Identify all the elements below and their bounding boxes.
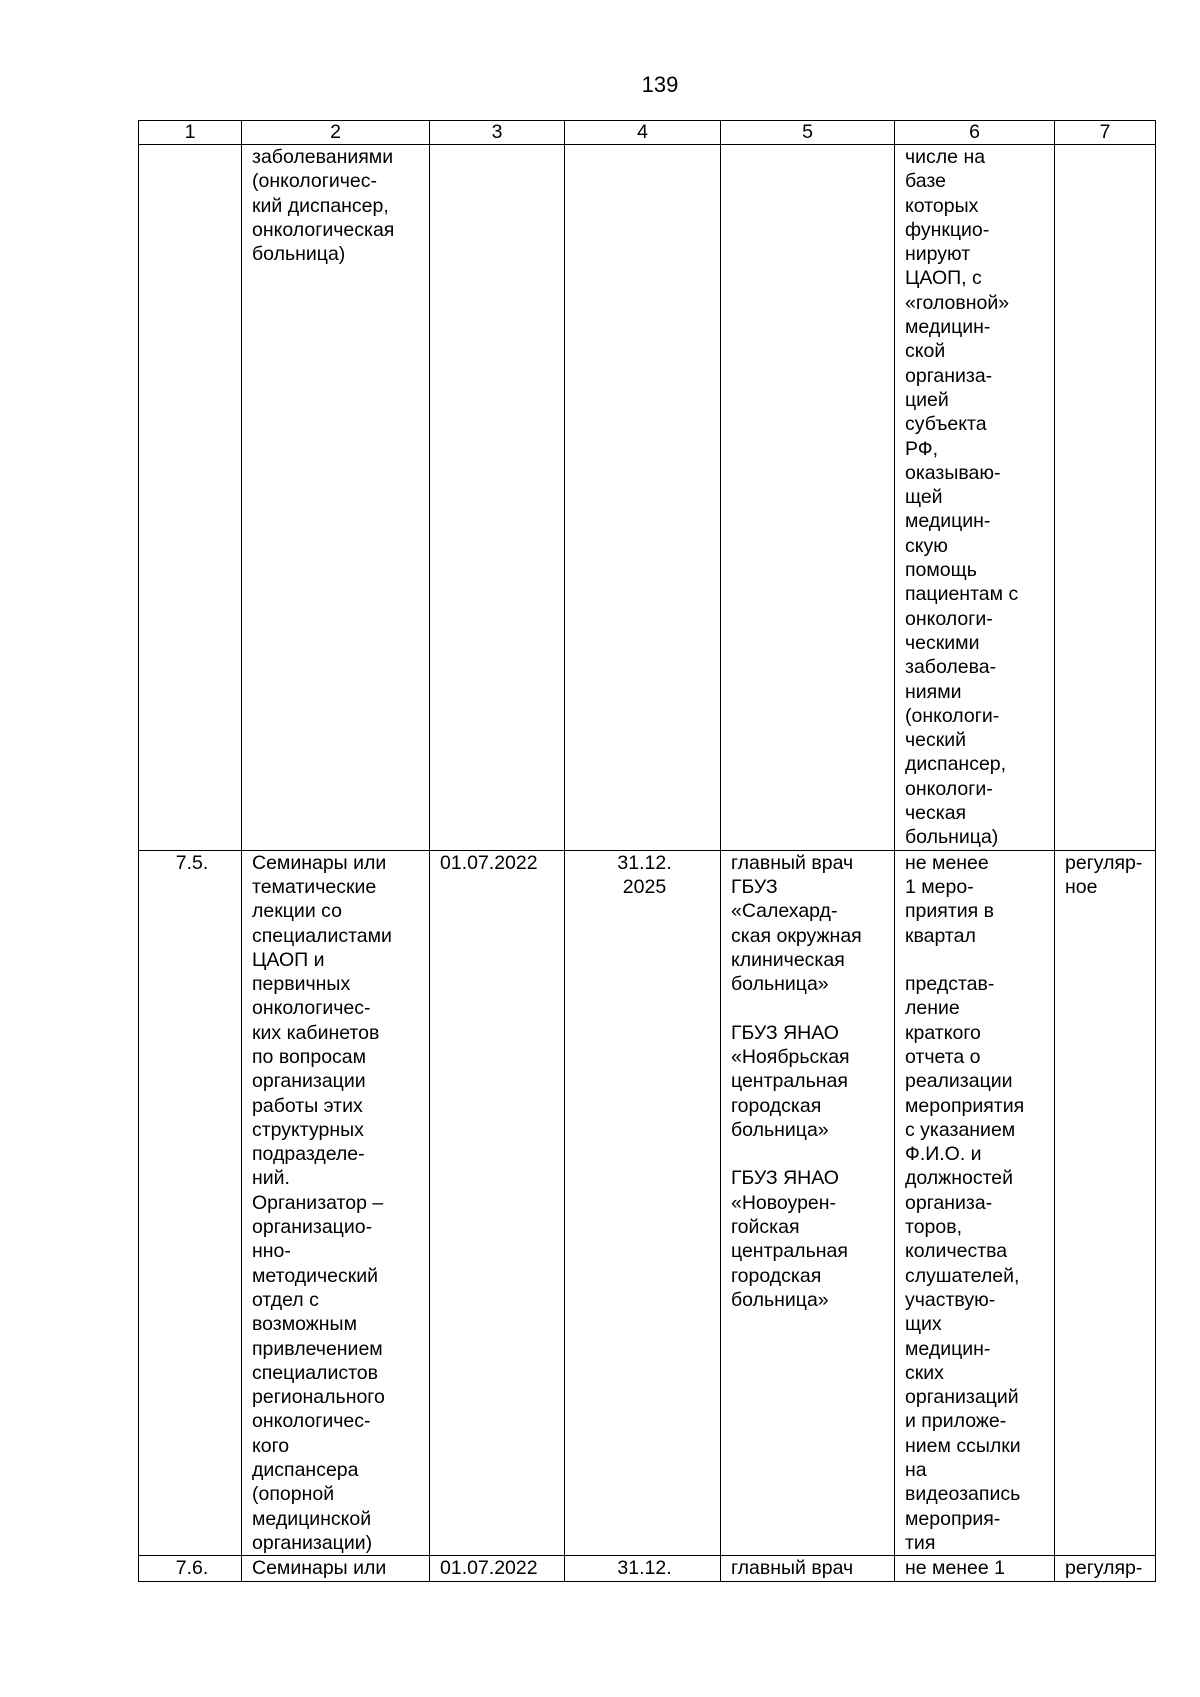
cell-result xyxy=(895,850,1055,1556)
cell-line: больница» xyxy=(731,1118,829,1141)
cell-line: медицин- xyxy=(905,510,991,533)
table-header-row xyxy=(139,121,1156,145)
header-cell: 3 xyxy=(430,121,565,145)
cell-line: организаций xyxy=(905,1386,1019,1409)
cell-line: функцио- xyxy=(905,218,990,241)
cell-line: первичных xyxy=(252,973,351,996)
cell-line: медицин- xyxy=(905,316,991,339)
cell-line: ЦАОП и xyxy=(252,948,325,971)
cell-line: щей xyxy=(905,486,943,509)
header-cell: 4 xyxy=(565,121,721,145)
cell-line: диспансера xyxy=(252,1459,359,1482)
cell-line: 1 меро- xyxy=(905,875,974,898)
header-cell: 1 xyxy=(139,121,242,145)
header-cell: 7 xyxy=(1055,121,1156,145)
cell-number: 7.6. xyxy=(139,1556,242,1581)
cell-line: возможным xyxy=(252,1313,357,1336)
cell-line: представ- xyxy=(905,973,995,996)
table-row-7-5 xyxy=(139,850,1156,1556)
cell-line: ческая xyxy=(905,802,967,825)
cell-line: специалистами xyxy=(252,924,392,947)
cell-line: нием ссылки xyxy=(905,1434,1021,1457)
cell-line: онкологичес- xyxy=(252,1410,371,1433)
cell-line: ГБУЗ ЯНАО xyxy=(731,1167,839,1190)
cell-line: 31.12. xyxy=(617,851,672,874)
cell-line: должностей xyxy=(905,1167,1014,1190)
cell-line: медицин- xyxy=(905,1337,991,1360)
cell-line: «Новоурен- xyxy=(731,1191,837,1214)
cell-line: отчета о xyxy=(905,1045,981,1068)
cell-activity xyxy=(242,145,430,851)
cell-line: ГБУЗ ЯНАО xyxy=(731,1021,839,1044)
cell-line: заболеваниями xyxy=(252,146,394,168)
cell-line: кий диспансер, xyxy=(252,194,389,217)
cell-line: 31.12. xyxy=(617,1557,672,1580)
cell-result xyxy=(895,1556,1055,1581)
cell-line: базе xyxy=(905,170,946,193)
cell-line: организации) xyxy=(252,1531,373,1554)
cell-line: главный врач xyxy=(731,1557,854,1580)
cell-line: «Ноябрьская xyxy=(731,1045,850,1068)
cell-line: онкологи- xyxy=(905,777,993,800)
cell-line: больница) xyxy=(905,826,999,849)
cell-line: подразделе- xyxy=(252,1143,365,1166)
cell-line: Организатор – xyxy=(252,1191,384,1214)
cell-line: центральная xyxy=(731,1240,848,1263)
cell-responsible xyxy=(721,850,895,1556)
cell-line: Ф.И.О. и xyxy=(905,1143,982,1166)
cell-frequency xyxy=(1055,1556,1156,1581)
cell-line: скую xyxy=(905,534,948,557)
cell-line: кого xyxy=(252,1434,290,1457)
cell-line: нируют xyxy=(905,243,971,266)
cell-line: не менее 1 xyxy=(905,1557,1006,1580)
cell-line: ГБУЗ xyxy=(731,875,778,898)
cell-line: ских xyxy=(905,1361,944,1384)
cell-line: центральная xyxy=(731,1070,848,1093)
cell-line: «Салехард- xyxy=(731,900,838,923)
cell-line: ская окружная xyxy=(731,924,862,947)
header-cell: 2 xyxy=(242,121,430,145)
cell-responsible xyxy=(721,145,895,851)
cell-line: на xyxy=(905,1459,927,1482)
cell-line: городская xyxy=(731,1264,822,1287)
cell-line: (онкологи- xyxy=(905,704,1000,727)
cell-frequency xyxy=(1055,145,1156,851)
cell-frequency xyxy=(1055,850,1156,1556)
cell-line: больница) xyxy=(252,243,346,266)
cell-line: онкологи- xyxy=(905,607,993,630)
cell-line: реализации xyxy=(905,1070,1013,1093)
cell-line: помощь xyxy=(905,559,977,582)
cell-line: ких кабинетов xyxy=(252,1021,380,1044)
cell-line: лекции со xyxy=(252,900,342,923)
cell-line: цией xyxy=(905,388,949,411)
cell-line: ческими xyxy=(905,631,980,654)
table-row-continuation xyxy=(139,145,1156,851)
cell-start-date: 01.07.2022 xyxy=(430,850,565,1556)
cell-line: онкологичес- xyxy=(252,997,371,1020)
cell-line: структурных xyxy=(252,1118,364,1141)
cell-line: клиническая xyxy=(731,948,845,971)
cell-line: регуляр- xyxy=(1065,851,1143,874)
cell-line: ление xyxy=(905,997,960,1020)
cell-line: больница» xyxy=(731,1288,829,1311)
cell-line: 2025 xyxy=(622,875,667,898)
cell-line: и приложе- xyxy=(905,1410,1007,1433)
header-cell: 6 xyxy=(895,121,1055,145)
cell-line: ческий xyxy=(905,729,967,752)
cell-line: (онкологичес- xyxy=(252,170,377,193)
cell-end-date xyxy=(565,850,721,1556)
cell-activity xyxy=(242,850,430,1556)
cell-line: которых xyxy=(905,194,979,217)
cell-line: организа- xyxy=(905,1191,993,1214)
cell-line: «головной» xyxy=(905,291,1010,314)
cell-line: приятия в xyxy=(905,900,995,923)
cell-line: видеозапись xyxy=(905,1483,1021,1506)
cell-line: количества xyxy=(905,1240,1008,1263)
cell-start-date: 01.07.2022 xyxy=(430,1556,565,1581)
cell-result xyxy=(895,145,1055,851)
cell-line: щих xyxy=(905,1313,942,1336)
cell-line: городская xyxy=(731,1094,822,1117)
cell-line: по вопросам xyxy=(252,1045,367,1068)
cell-line: организацио- xyxy=(252,1216,373,1239)
cell-number xyxy=(139,145,242,851)
cell-line: участвую- xyxy=(905,1288,996,1311)
cell-line: не менее xyxy=(905,851,989,874)
cell-line: заболева- xyxy=(905,656,997,679)
cell-line: слушателей, xyxy=(905,1264,1020,1287)
header-cell: 5 xyxy=(721,121,895,145)
cell-line: Семинары или xyxy=(252,851,387,874)
cell-line: методический xyxy=(252,1264,379,1287)
cell-line: ской xyxy=(905,340,946,363)
cell-line: организации xyxy=(252,1070,366,1093)
cell-end-date xyxy=(565,1556,721,1581)
cell-number: 7.5. xyxy=(139,850,242,1556)
cell-line: Семинары или xyxy=(252,1557,387,1580)
cell-line xyxy=(731,1142,888,1166)
cell-responsible xyxy=(721,1556,895,1581)
cell-start-date xyxy=(430,145,565,851)
cell-line: торов, xyxy=(905,1216,963,1239)
cell-line: оказываю- xyxy=(905,461,1001,484)
cell-line: ниями xyxy=(905,680,962,703)
page-number: 139 xyxy=(641,72,679,97)
cell-line: тематические xyxy=(252,875,377,898)
cell-line: специалистов xyxy=(252,1361,378,1384)
cell-line: работы этих xyxy=(252,1094,363,1117)
cell-line: пациентам с xyxy=(905,583,1019,606)
cell-line: нно- xyxy=(252,1240,291,1263)
cell-activity xyxy=(242,1556,430,1581)
cell-line: мероприятия xyxy=(905,1094,1025,1117)
cell-line: регионального xyxy=(252,1386,385,1409)
table-row-7-6 xyxy=(139,1556,1156,1581)
cell-end-date xyxy=(565,145,721,851)
cell-line: краткого xyxy=(905,1021,981,1044)
cell-line: гойская xyxy=(731,1216,800,1239)
cell-line: субъекта xyxy=(905,413,987,436)
cell-line: (опорной xyxy=(252,1483,335,1506)
cell-line: числе на xyxy=(905,146,986,168)
cell-line: онкологическая xyxy=(252,218,395,241)
cell-line: больница» xyxy=(731,973,829,996)
cell-line: главный врач xyxy=(731,851,854,874)
cell-line: привлечением xyxy=(252,1337,383,1360)
cell-line: отдел с xyxy=(252,1288,319,1311)
cell-line: ное xyxy=(1065,875,1098,898)
plan-table xyxy=(138,120,1156,1582)
cell-line xyxy=(905,948,1048,972)
cell-line: регуляр- xyxy=(1065,1557,1143,1580)
cell-line: ЦАОП, с xyxy=(905,267,982,290)
cell-line: с указанием xyxy=(905,1118,1016,1141)
cell-line: РФ, xyxy=(905,437,939,460)
cell-line: ний. xyxy=(252,1167,290,1190)
cell-line xyxy=(731,996,888,1020)
cell-line: мероприя- xyxy=(905,1507,1001,1530)
cell-line: квартал xyxy=(905,924,976,947)
cell-line: медицинской xyxy=(252,1507,372,1530)
cell-line: тия xyxy=(905,1531,936,1554)
cell-line: диспансер, xyxy=(905,753,1007,776)
cell-line: организа- xyxy=(905,364,993,387)
